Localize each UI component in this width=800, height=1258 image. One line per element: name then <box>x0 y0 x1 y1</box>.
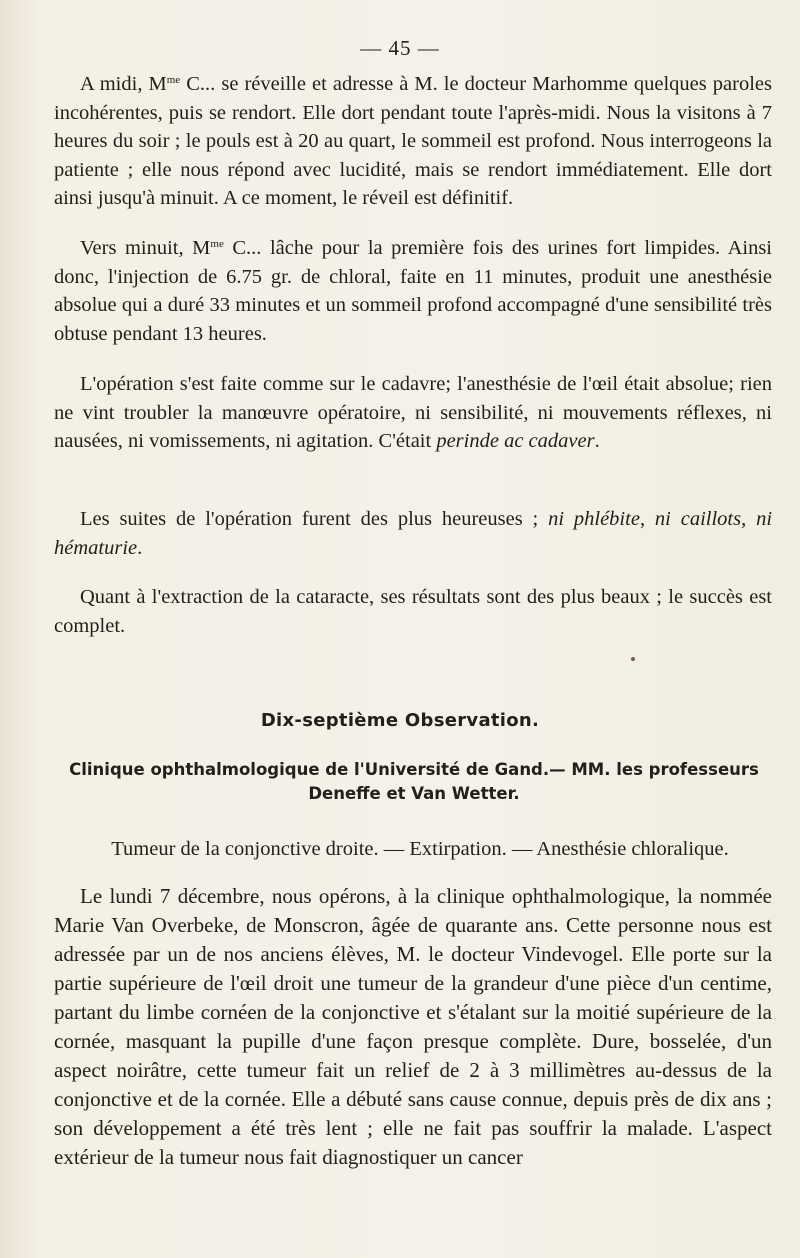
paragraph-3-text-b: . <box>594 430 600 452</box>
paragraph-4-text-a: Les suites de l'opération furent des plus heureuses ; <box>80 508 549 530</box>
paragraph-4-italic-3: ni hématurie <box>54 508 773 559</box>
paragraph-3-text-a: L'opération s'est faite comme sur le cadavre; l'anesthésie de l'œil était absolue; rien ne vint troubler la manœuvre opératoire, ni sensibilité, ni mouvements réflexes, ni nausées, ni vomissements, ni agitation. C'était <box>54 373 772 452</box>
paragraph-4-text-b: . <box>137 536 143 559</box>
paragraph-3 <box>54 370 772 456</box>
paragraph-6 <box>54 882 772 1172</box>
paragraph-1-text-a: A midi, M <box>80 73 167 95</box>
ink-speck <box>631 657 635 661</box>
clinic-line: Clinique ophthalmologique de l'Université de Gand.— MM. les professeurs Deneffe et Van Wetter. <box>69 760 759 803</box>
paragraph-1-superscript: me <box>166 74 181 86</box>
paragraph-6-text: Le lundi 7 décembre, nous opérons, à la clinique ophthalmologique, la nommée Marie Van Overbeke, de Monscron, âgée de quarante ans. Cette personne nous est adressée par un de nos anciens élèves, M. le docteur Vindevogel. Elle porte sur la partie supérieure de l'œil droit une tumeur de la grandeur d'une pièce d'un centime, partant du limbe cornéen de la conjonctive et s'étalant sur la moitié supérieure de la cornée, masquant la pupille d'une façon presque complète. Dure, bosselée, d'un aspect noirâtre, cette tumeur fait un relief de 2 à 3 millimètres au-dessus de la conjonctive et de la cornée. Elle a débuté sans cause connue, depuis près de dix ans ; son développement a été très lent ; elle ne fait pas souffrir la malade. L'aspect extérieur de la tumeur nous fait diagnostiquer un cancer <box>54 884 772 1169</box>
paragraph-2-superscript: me <box>210 238 224 250</box>
paragraph-4-sep-1: , <box>639 508 655 530</box>
paragraph-4-italic-2: ni caillots <box>654 508 742 530</box>
case-subtitle: Tumeur de la conjonctive droite. — Extirpation. — Anesthésie chloralique. <box>111 838 729 860</box>
paragraph-4 <box>54 505 772 562</box>
paragraph-1 <box>54 70 772 213</box>
paragraph-2-text-b: C... lâche pour la première fois des urines fort limpides. Ainsi donc, l'injection de 6.75 gr. de chloral, faite en 11 minutes, produit une anesthésie absolue qui a duré 33 minutes et un sommeil profond accompagné d'une sensibilité très obtuse pendant 13 heures. <box>54 237 772 345</box>
paragraph-1-text-b: C... se réveille et adresse à M. le docteur Marhomme quelques paroles incohérentes, puis se rendort. Elle dort pendant toute l'après-midi. Nous la visitons à 7 heures du soir ; le pouls est à 20 au quart, le sommeil est profond. Nous interrogeons la patiente ; elle nous répond avec lucidité, mais se rendort immédiatement. Elle dort ainsi jusqu'à minuit. A ce moment, le réveil est définitif. <box>54 73 772 209</box>
paragraph-5-text: Quant à l'extraction de la cataracte, ses résultats sont des plus beaux ; le succès est complet. <box>54 586 772 637</box>
paragraph-2-text-a: Vers minuit, M <box>80 237 211 259</box>
observation-heading: Dix-septième Observation. <box>260 710 540 731</box>
paragraph-4-italic-1: ni phlébite <box>548 508 640 530</box>
paragraph-5 <box>54 583 772 640</box>
paragraph-2 <box>54 234 772 348</box>
page-number: — 45 — <box>360 36 440 60</box>
paragraph-3-latin-phrase: perinde ac cadaver <box>436 430 595 452</box>
paragraph-4-sep-2: , <box>741 508 757 530</box>
